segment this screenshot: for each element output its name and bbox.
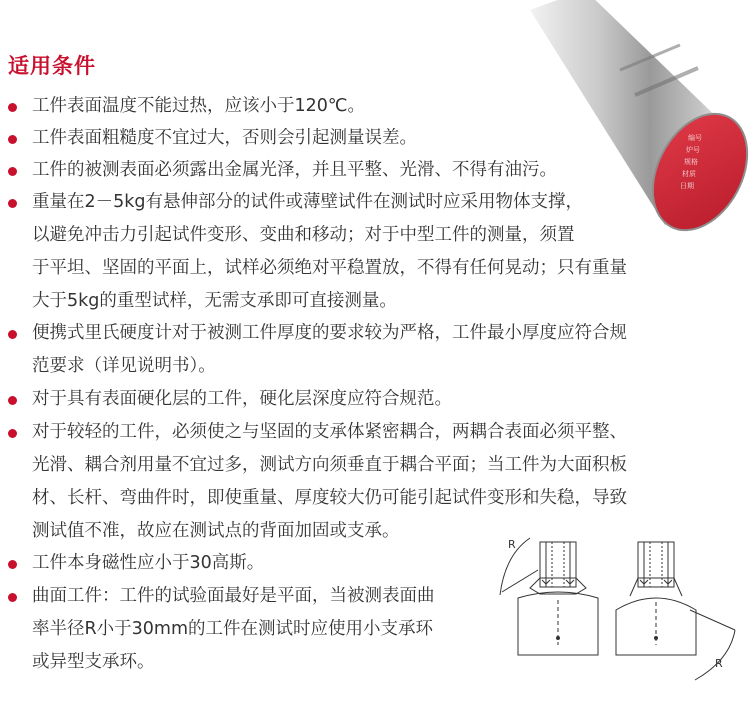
list-item-text: 工件的被测表面必须露出金属光泽，并且平整、光滑、不得有油污。 <box>32 160 557 180</box>
bullet-icon <box>8 330 17 339</box>
rod-label-4: 材质 <box>682 170 696 178</box>
bullet-icon <box>8 593 17 602</box>
rod-label-1: 编号 <box>688 134 702 142</box>
rod-label-5: 日期 <box>680 182 694 190</box>
bullet-icon <box>8 103 17 112</box>
bullet-icon <box>8 199 17 208</box>
list-item-text: 或异型支承环。 <box>32 652 155 672</box>
list-item-text: 曲面工件：工件的试验面最好是平面，当被测表面曲 <box>32 586 435 606</box>
list-item-text: 大于5kg的重型试样，无需支承即可直接测量。 <box>32 291 397 311</box>
list-item-text: 工件本身磁性应小于30高斯。 <box>32 553 265 573</box>
list-item-text: 对于较轻的工件，必须使之与坚固的支承体紧密耦合，两耦合表面必须平整、 <box>32 422 627 442</box>
list-item-text: 范要求（详见说明书）。 <box>32 356 216 376</box>
list-item-text: 便携式里氏硬度计对于被测工件厚度的要求较为严格，工件最小厚度应符合规 <box>32 323 627 343</box>
list-item-text: 材、长杆、弯曲件时，即使重量、厚度较大仍可能引起试件变形和失稳，导致 <box>32 488 627 508</box>
list-item-text: 于平坦、坚固的平面上，试样必须绝对平稳置放，不得有任何晃动；只有重量 <box>32 258 627 278</box>
support-ring-diagram <box>490 530 750 695</box>
list-item-text: 工件表面温度不能过热，应该小于120℃。 <box>32 96 366 116</box>
list-item-text: 光滑、耦合剂用量不宜过多，测试方向须垂直于耦合平面；当工件为大面积板 <box>32 455 627 475</box>
bullet-icon <box>8 560 17 569</box>
bullet-icon <box>8 429 17 438</box>
rod-label-3: 规格 <box>684 158 698 166</box>
section-title: 适用条件 <box>8 54 96 78</box>
list-item-text: 以避免冲击力引起试件变形、变曲和移动；对于中型工件的测量，须置 <box>32 225 575 245</box>
list-item-text: 率半径R小于30mm的工件在测试时应使用小支承环 <box>32 619 434 639</box>
bullet-icon <box>8 396 17 405</box>
bullet-icon <box>8 135 17 144</box>
left-radius-label: R <box>508 538 516 551</box>
rod-label-2: 炉号 <box>686 146 700 154</box>
list-item-text: 测试值不准，故应在测试点的背面加固或支承。 <box>32 521 400 541</box>
right-radius-label: R <box>715 657 723 670</box>
bullet-icon <box>8 167 17 176</box>
list-item-text: 重量在2－5kg有悬伸部分的试件或薄壁试件在测试时应采用物体支撑， <box>32 192 584 212</box>
list-item-text: 工件表面粗糙度不宜过大，否则会引起测量误差。 <box>32 128 417 148</box>
list-item-text: 对于具有表面硬化层的工件，硬化层深度应符合规范。 <box>32 389 452 409</box>
